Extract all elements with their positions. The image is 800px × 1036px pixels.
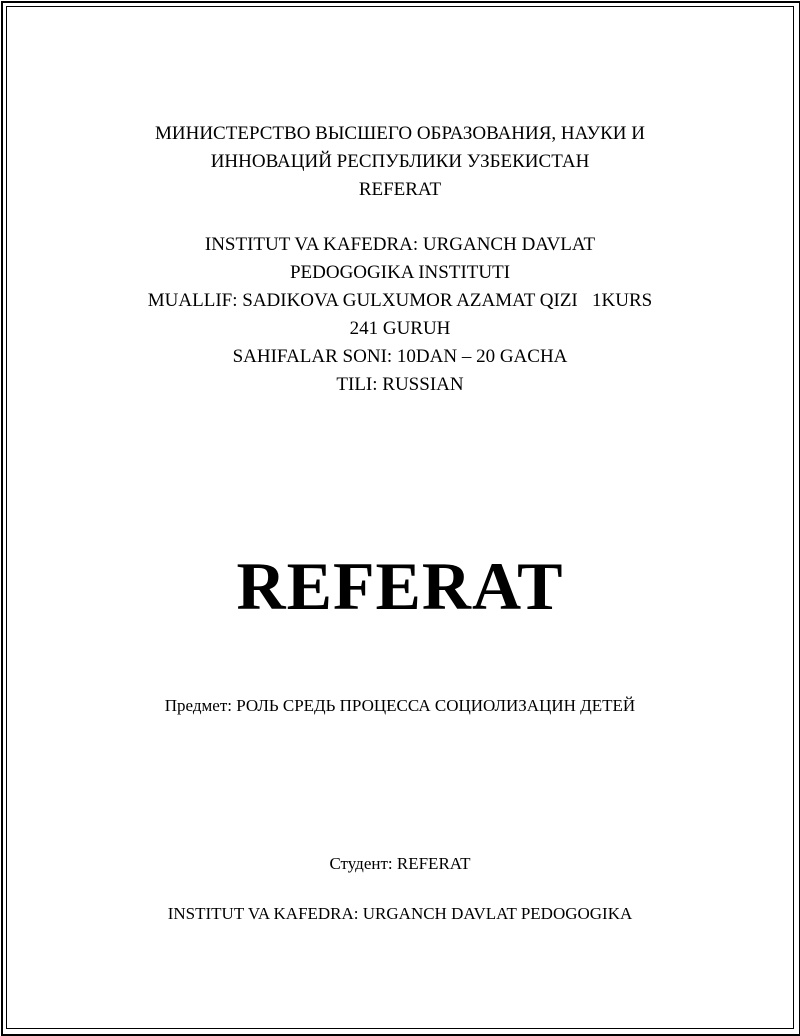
document-info [0, 231, 800, 399]
info-line: PEDOGOGIKA INSTITUTI [289, 262, 511, 283]
subject-line: Предмет: РОЛЬ СРЕДЬ ПРОЦЕССА СОЦИОЛИЗАЦИН ДЕТЕЙ [164, 696, 636, 715]
header-line: ИННОВАЦИЙ РЕСПУБЛИКИ УЗБЕКИСТАН [210, 151, 590, 172]
footer-institute: INSTITUT VA KAFEDRA: URGANCH DAVLAT PEDOGOGIKA [167, 904, 633, 923]
info-line: MUALLIF: SADIKOVA GULXUMOR AZAMAT QIZI 1KURS [147, 290, 653, 311]
header-line: МИНИСТЕРСТВО ВЫСШЕГО ОБРАЗОВАНИЯ, НАУКИ И [155, 123, 645, 144]
student-line: Студент: REFERAT [329, 854, 471, 873]
ministry-header [0, 120, 800, 204]
info-line: TILI: RUSSIAN [336, 374, 464, 395]
page-title: REFERAT [236, 548, 564, 624]
header-line: REFERAT [358, 179, 442, 200]
info-line: SAHIFALAR SONI: 10DAN – 20 GACHA [232, 346, 568, 367]
info-line: INSTITUT VA KAFEDRA: URGANCH DAVLAT [204, 234, 596, 255]
info-line: 241 GURUH [349, 318, 451, 339]
